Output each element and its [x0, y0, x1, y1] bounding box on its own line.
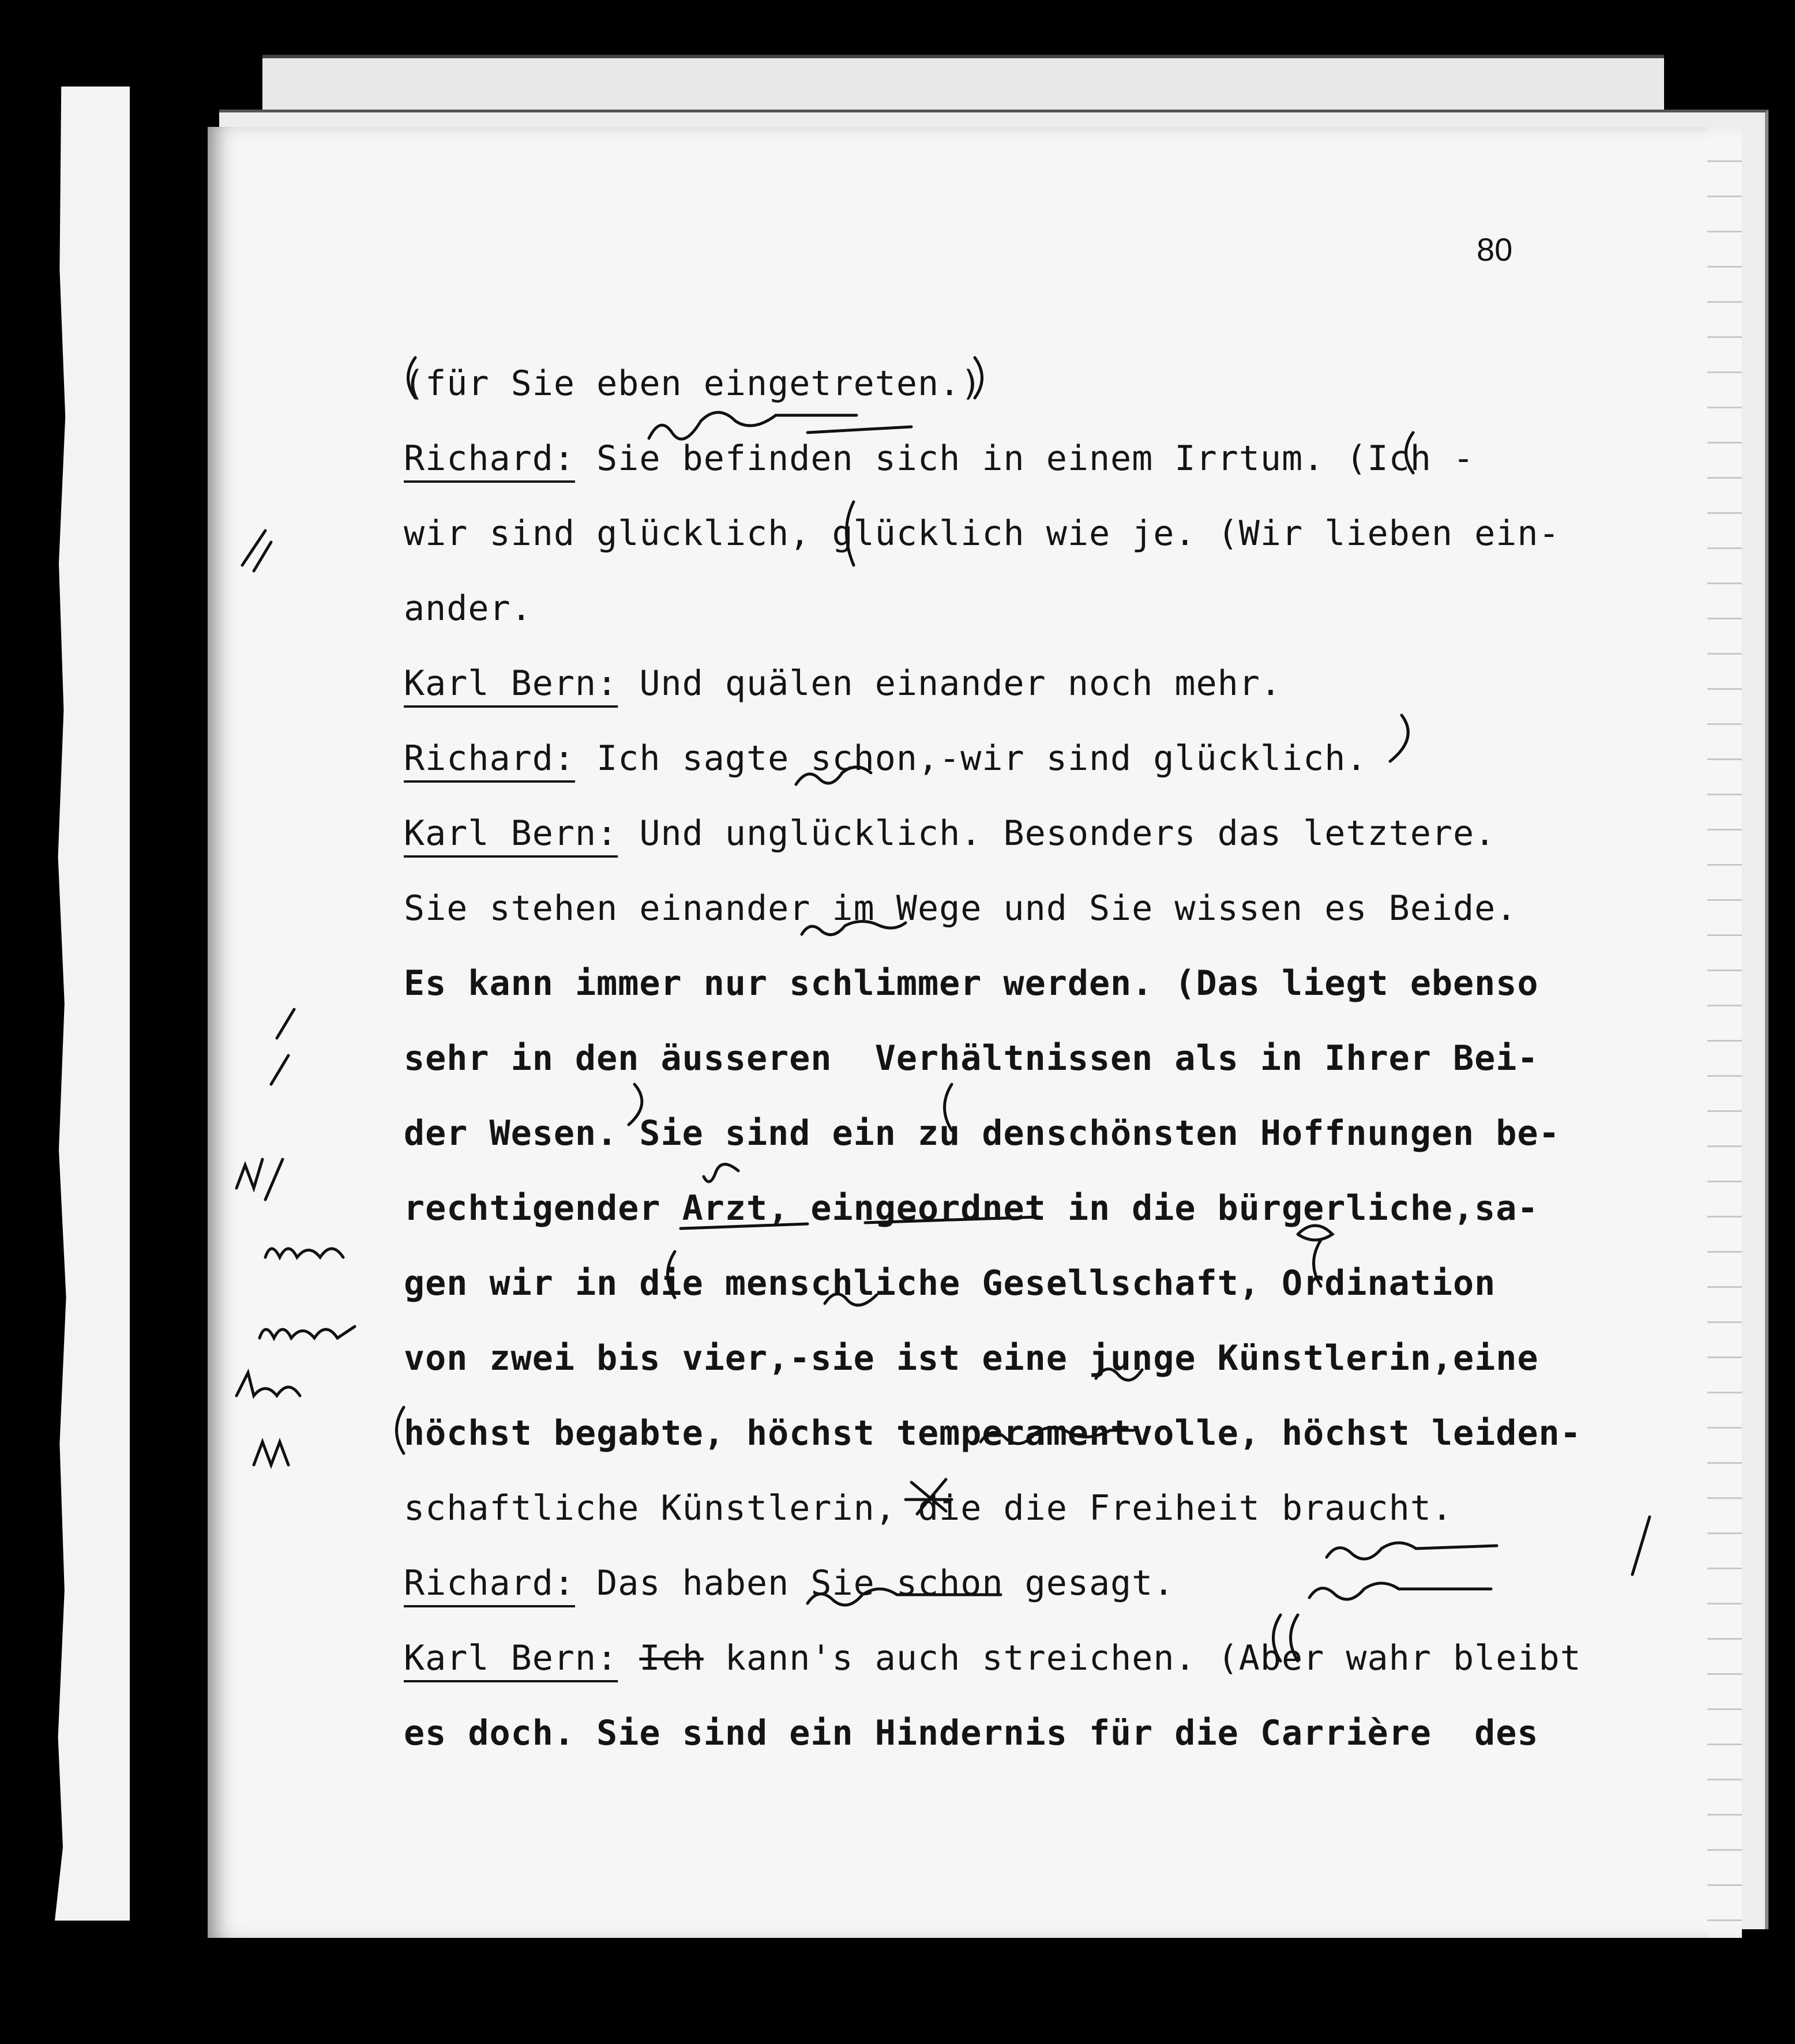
text-line	[404, 1471, 1673, 1546]
text-line	[404, 646, 1673, 721]
line-text: (für Sie eben eingetreten.)	[404, 363, 982, 404]
text-line	[404, 721, 1673, 796]
line-text: Ich sagte schon,-wir sind glücklich.	[574, 738, 1368, 779]
line-text: gen wir in die menschliche Gesellschaft, Ordination	[404, 1263, 1496, 1303]
text-line	[404, 571, 1673, 646]
line-text: Und quälen einander noch mehr.	[618, 663, 1282, 704]
speaker-name: Richard:	[404, 1563, 575, 1603]
line-text: rechtigender Arzt, eingeordnet in die bürgerliche,sa-	[404, 1188, 1539, 1228]
line-text: Das haben Sie schon gesagt.	[574, 1563, 1175, 1603]
text-line	[404, 496, 1673, 571]
typescript-body	[404, 346, 1673, 1771]
line-text: der Wesen. Sie sind ein zu denschönsten Hoffnungen be-	[404, 1113, 1560, 1153]
line-text: kann's auch streichen. (Aber wahr bleibt	[703, 1638, 1582, 1678]
line-text: schaftliche Künstlerin, die die Freiheit braucht.	[404, 1488, 1454, 1528]
speaker-name: Karl Bern:	[404, 663, 618, 704]
text-line	[404, 421, 1673, 496]
text-line	[404, 1246, 1673, 1321]
text-line	[404, 1696, 1673, 1771]
line-text: höchst begabte, höchst temperamentvolle, höchst leiden-	[404, 1413, 1582, 1453]
text-line	[404, 1021, 1673, 1096]
text-line	[404, 1396, 1673, 1471]
line-text: Es kann immer nur schlimmer werden. (Das liegt ebenso	[404, 963, 1539, 1004]
line-text: es doch. Sie sind ein Hindernis für die Carrière des	[404, 1713, 1539, 1753]
text-line	[404, 871, 1673, 946]
speaker-name: Richard:	[404, 738, 575, 779]
struck-word: Ich	[639, 1638, 704, 1678]
text-line	[404, 1321, 1673, 1396]
line-text: wir sind glücklich, glücklich wie je. (Wir lieben ein-	[404, 513, 1560, 554]
text-line	[404, 1621, 1673, 1696]
line-text: Sie befinden sich in einem Irrtum. (Ich -	[574, 438, 1475, 479]
line-text: von zwei bis vier,-sie ist eine junge Künstlerin,eine	[404, 1338, 1539, 1378]
speaker-name: Karl Bern:	[404, 1638, 618, 1678]
line-text: Und unglücklich. Besonders das letztere.	[618, 813, 1496, 854]
text-line	[404, 1171, 1673, 1246]
binding-shadow	[130, 81, 205, 1926]
text-line	[404, 1096, 1673, 1171]
text-line	[404, 946, 1673, 1021]
line-text: sehr in den äusseren Verhältnissen als in Ihrer Bei-	[404, 1038, 1539, 1079]
text-line	[404, 796, 1673, 871]
line-text: ander.	[404, 588, 532, 629]
torn-page-strip	[55, 87, 136, 1921]
ruled-page-edge	[1707, 127, 1742, 1938]
speaker-name: Richard:	[404, 438, 575, 479]
page-number: 80	[1477, 231, 1513, 268]
text-line	[404, 346, 1673, 421]
line-text: Sie stehen einander im Wege und Sie wissen es Beide.	[404, 888, 1518, 929]
text-line	[404, 1546, 1673, 1621]
speaker-name: Karl Bern:	[404, 813, 618, 854]
